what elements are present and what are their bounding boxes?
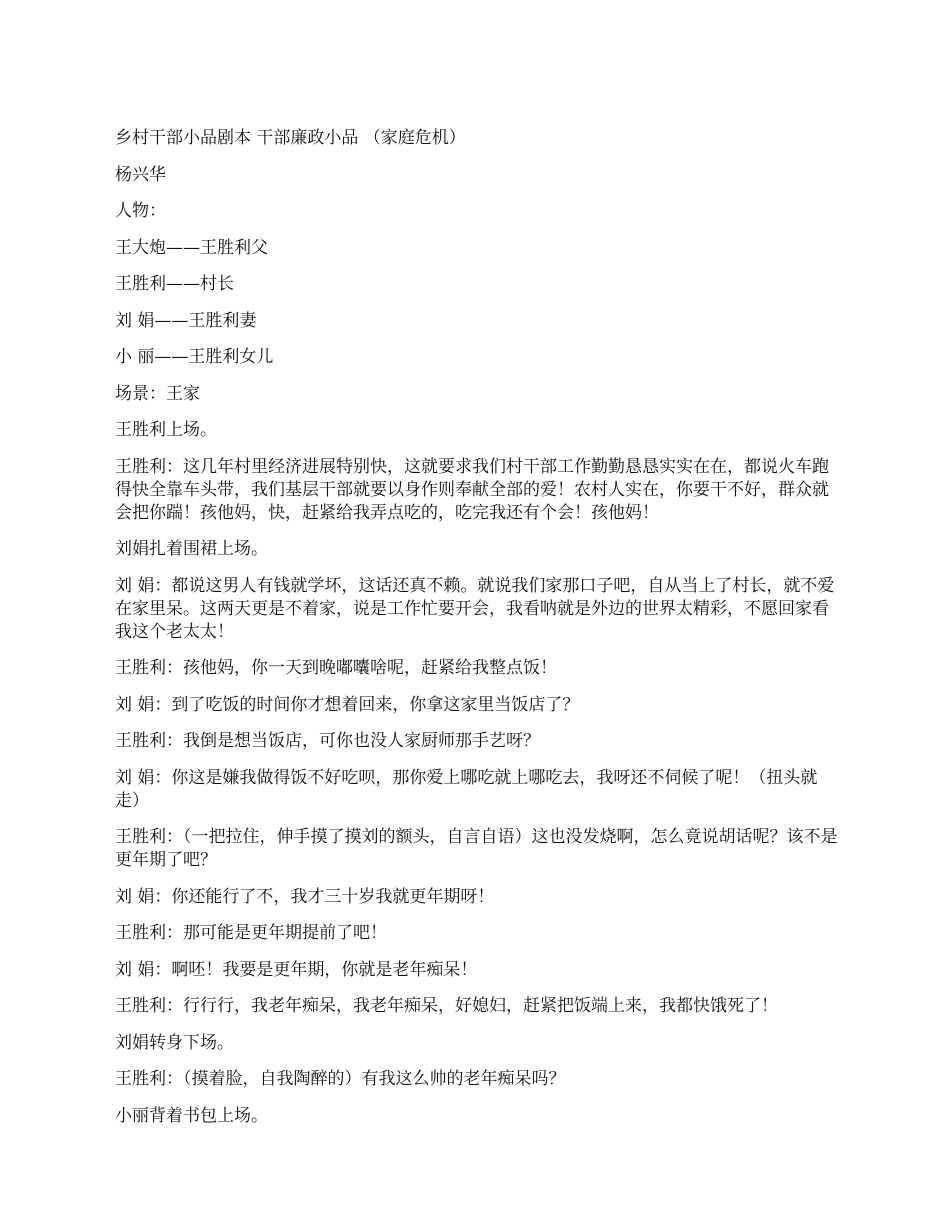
dialogue-line: 王胜利：（一把拉住，伸手摸了摸刘的额头，自言自语）这也没发烧啊，怎么竟说胡话呢？该不是更年期了吧？ xyxy=(115,827,838,870)
dialogue-line: 刘 娟：你还能行了不，我才三十岁我就更年期呀！ xyxy=(115,886,495,907)
scene-line: 场景：王家 xyxy=(115,383,200,404)
document-title: 乡村干部小品剧本 干部廉政小品 （家庭危机） xyxy=(115,128,466,148)
dialogue-line: 王胜利：行行行，我老年痴呆，我老年痴呆，好媳妇，赶紧把饭端上来，我都快饿死了！ xyxy=(115,996,778,1016)
stage-direction: 王胜利上场。 xyxy=(115,420,217,440)
dialogue-line: 刘 娟：啊呸！我要是更年期，你就是老年痴呆！ xyxy=(115,959,478,980)
dialogue-line: 刘 娟：都说这男人有钱就学坏，这话还真不赖。就说我们家那口子吧，自从当上了村长，就不爱在家里呆。这两天更是不着家，说是工作忙要开会，我看呐就是外边的世界太精彩，不愿回家看我这个老太太！ xyxy=(115,575,835,642)
dialogue-line: 王胜利：这几年村里经济进展特别快，这就要求我们村干部工作勤勤恳恳实实在在，都说火车跑得快全靠车头带，我们基层干部就要以身作则奉献全部的爱！农村人实在，你要干不好，群众就会把你踹！孩他妈，快，赶紧给我弄点吃的，吃完我还有个会！孩他妈！ xyxy=(115,456,829,523)
stage-direction: 刘娟扎着围裙上场。 xyxy=(115,539,268,559)
character-entry: 小 丽——王胜利女儿 xyxy=(115,347,274,367)
character-entry: 刘 娟——王胜利妻 xyxy=(115,310,257,331)
character-entry: 王胜利——村长 xyxy=(115,274,234,294)
document-author: 杨兴华 xyxy=(115,164,166,185)
stage-direction: 刘娟转身下场。 xyxy=(115,1032,234,1053)
stage-direction: 小丽背着书包上场。 xyxy=(115,1105,268,1126)
characters-heading: 人物： xyxy=(115,201,166,221)
dialogue-line: 王胜利：孩他妈，你一天到晚嘟囔啥呢，赶紧给我整点饭！ xyxy=(115,658,557,678)
dialogue-line: 刘 娟：你这是嫌我做得饭不好吃呗，那你爱上哪吃就上哪吃去，我呀还不伺候了呢！（扭头就走） xyxy=(115,767,818,811)
dialogue-line: 王胜利：（摸着脸，自我陶醉的）有我这么帅的老年痴呆吗？ xyxy=(115,1069,566,1089)
document-page xyxy=(115,127,840,1141)
character-entry: 王大炮——王胜利父 xyxy=(115,237,268,258)
dialogue-line: 刘 娟：到了吃饭的时间你才想着回来，你拿这家里当饭店了？ xyxy=(115,694,580,715)
dialogue-line: 王胜利：那可能是更年期提前了吧！ xyxy=(115,923,387,943)
dialogue-line: 王胜利：我倒是想当饭店，可你也没人家厨师那手艺呀？ xyxy=(115,731,540,751)
